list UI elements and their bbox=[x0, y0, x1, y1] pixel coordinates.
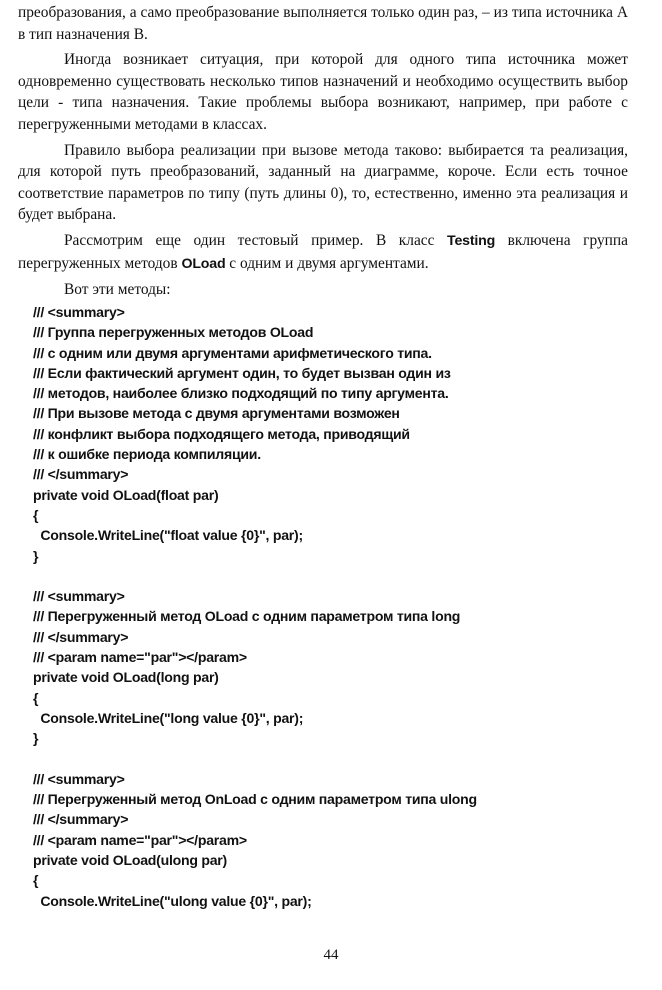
code-line: /// </summary> bbox=[33, 811, 129, 828]
paragraph-5: Вот эти методы: bbox=[64, 281, 171, 299]
page-number: 44 bbox=[323, 947, 339, 963]
code-line: { bbox=[33, 506, 39, 523]
paragraph-4-text-c: с одним и двумя аргументами. bbox=[225, 254, 429, 272]
code-line: /// методов, наиболее близко подходящий по типу аргумента. bbox=[33, 385, 449, 402]
paragraph-3: Правило выбора реализации при вызове метода таково: выбирается та реализация, для которой путь преобразований, заданный на диаграмме, короче. Если есть точное соответствие параметров по типу (путь длины 0), то, естественно, именно эта реализация и будет выбрана. bbox=[18, 141, 628, 224]
code-line: /// Перегруженный метод OnLoad с одним параметром типа ulong bbox=[33, 791, 477, 808]
code-line: /// <summary> bbox=[33, 770, 125, 787]
paragraph-4 bbox=[18, 230, 628, 275]
code-line: /// </summary> bbox=[33, 628, 129, 645]
body-text bbox=[18, 2, 628, 301]
code-line: /// </summary> bbox=[33, 466, 129, 483]
class-name-testing: Testing bbox=[447, 232, 496, 249]
code-line: } bbox=[33, 730, 39, 747]
code-line: } bbox=[33, 547, 39, 564]
code-line: private void OLoad(float par) bbox=[33, 486, 219, 503]
code-line: /// <param name="par"></param> bbox=[33, 649, 247, 666]
code-line: /// При вызове метода с двумя аргументами возможен bbox=[33, 405, 400, 422]
paragraph-1: преобразования, а само преобразование выполняется только один раз, – из типа источника А в тип назначения В. bbox=[18, 4, 628, 43]
code-line: private void OLoad(long par) bbox=[33, 669, 219, 686]
code-line: /// <param name="par"></param> bbox=[33, 831, 247, 848]
code-line bbox=[33, 749, 633, 769]
code-line: Console.WriteLine("ulong value {0}", par); bbox=[33, 892, 312, 909]
code-line: /// с одним или двумя аргументами арифметического типа. bbox=[33, 344, 432, 361]
paragraph-2: Иногда возникает ситуация, при которой для одного типа источника может одновременно существовать несколько типов назначений и необходимо осуществить выбор цели - типа назначения. Такие проблемы выбора возникают, например, при работе с перегруженными методами в классах. bbox=[18, 51, 628, 133]
code-line: /// Группа перегруженных методов OLoad bbox=[33, 324, 314, 341]
code-line: /// <summary> bbox=[33, 304, 125, 320]
paragraph-4-text-a: Рассмотрим еще один тестовый пример. В класс bbox=[64, 231, 448, 249]
code-line: /// Если фактический аргумент один, то будет вызван один из bbox=[33, 364, 451, 381]
code-line: /// конфликт выбора подходящего метода, приводящий bbox=[33, 425, 410, 442]
code-line: Console.WriteLine("long value {0}", par); bbox=[33, 709, 304, 726]
code-listing bbox=[33, 302, 633, 911]
paragraph-4-text-b: включена группа перегруженных методов bbox=[18, 231, 628, 272]
code-line: { bbox=[33, 872, 39, 889]
code-line: /// <summary> bbox=[33, 588, 125, 605]
code-line: { bbox=[33, 689, 39, 706]
code-line: Console.WriteLine("float value {0}", par); bbox=[33, 527, 303, 544]
code-line: private void OLoad(ulong par) bbox=[33, 852, 227, 869]
code-line: /// Перегруженный метод OLoad с одним параметром типа long bbox=[33, 608, 461, 625]
code-line bbox=[33, 566, 633, 586]
method-name-oload: OLoad bbox=[181, 255, 226, 272]
code-line: /// к ошибке периода компиляции. bbox=[33, 446, 261, 463]
